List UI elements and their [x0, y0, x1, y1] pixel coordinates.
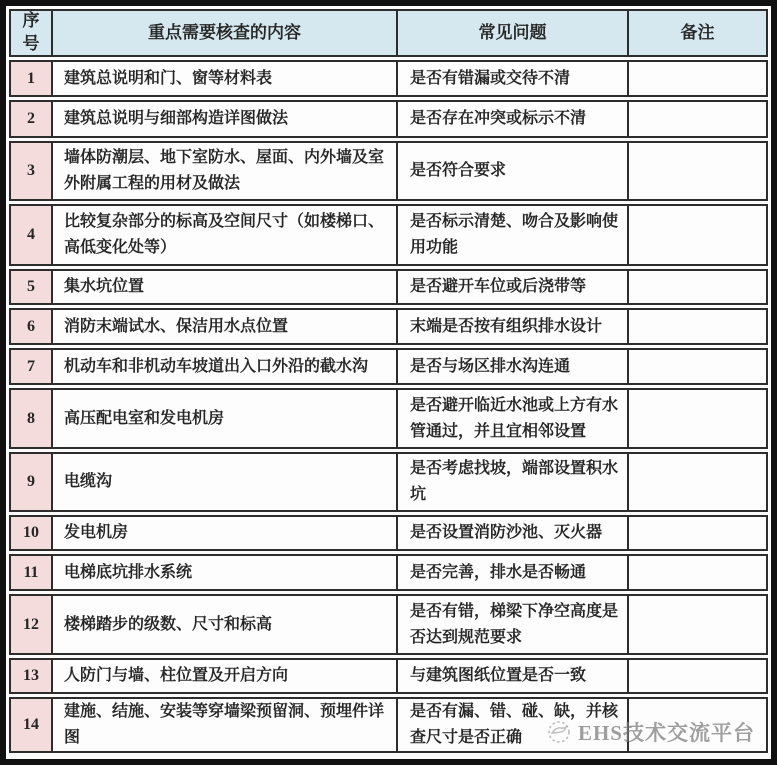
row-number-cell: 13 — [11, 660, 53, 692]
table-row — [9, 697, 768, 753]
problem-cell: 是否与场区排水沟连通 — [398, 350, 629, 383]
table-row — [9, 60, 768, 97]
content-cell: 集水坑位置 — [53, 271, 398, 303]
problem-cell: 是否考虑找坡，端部设置积水坑 — [398, 454, 629, 510]
table-row — [9, 554, 768, 591]
table-row — [9, 594, 768, 655]
table-row — [9, 388, 768, 449]
problem-cell: 是否有漏、错、碰、缺，并核查尺寸是否正确 — [398, 699, 629, 751]
content-cell: 墙体防潮层、地下室防水、屋面、内外墙及室外附属工程的用材及做法 — [53, 143, 398, 199]
table-row — [9, 348, 768, 385]
problem-cell: 与建筑图纸位置是否一致 — [398, 660, 629, 692]
content-cell: 发电机房 — [53, 517, 398, 549]
problem-cell: 是否有错，梯梁下净空高度是否达到规范要求 — [398, 596, 629, 653]
problem-cell: 是否标示清楚、吻合及影响使用功能 — [398, 206, 629, 264]
problem-cell: 是否符合要求 — [398, 143, 629, 199]
row-number-cell: 2 — [11, 102, 53, 136]
remark-cell — [629, 556, 766, 589]
row-number-cell: 14 — [11, 699, 53, 751]
header-content: 重点需要核查的内容 — [53, 11, 398, 55]
remark-cell — [629, 206, 766, 264]
content-cell: 建筑总说明与细部构造详图做法 — [53, 102, 398, 136]
row-number-cell: 6 — [11, 310, 53, 343]
content-cell: 消防末端试水、保洁用水点位置 — [53, 310, 398, 343]
row-number-cell: 3 — [11, 143, 53, 199]
header-problem: 常见问题 — [398, 11, 629, 55]
problem-cell: 是否存在冲突或标示不清 — [398, 102, 629, 136]
review-checklist-table — [9, 9, 768, 757]
problem-cell: 是否有错漏或交待不清 — [398, 62, 629, 95]
table-row — [9, 452, 768, 512]
remark-cell — [629, 350, 766, 383]
remark-cell — [629, 596, 766, 653]
row-number-cell: 12 — [11, 596, 53, 653]
remark-cell — [629, 271, 766, 303]
remark-cell — [629, 102, 766, 136]
content-cell: 楼梯踏步的级数、尺寸和标高 — [53, 596, 398, 653]
remark-cell — [629, 699, 766, 751]
remark-cell — [629, 310, 766, 343]
content-cell: 人防门与墙、柱位置及开启方向 — [53, 660, 398, 692]
row-number-cell: 5 — [11, 271, 53, 303]
table-row — [9, 100, 768, 138]
problem-cell: 末端是否按有组织排水设计 — [398, 310, 629, 343]
table-row — [9, 308, 768, 345]
table-row — [9, 141, 768, 201]
row-number-cell: 8 — [11, 390, 53, 447]
problem-cell: 是否完善，排水是否畅通 — [398, 556, 629, 589]
problem-cell: 是否避开临近水池或上方有水管通过，并且宜相邻设置 — [398, 390, 629, 447]
header-remark: 备注 — [629, 11, 766, 55]
content-cell: 比较复杂部分的标高及空间尺寸（如楼梯口、高低变化处等） — [53, 206, 398, 264]
content-cell: 电缆沟 — [53, 454, 398, 510]
row-number-cell: 9 — [11, 454, 53, 510]
problem-cell: 是否避开车位或后浇带等 — [398, 271, 629, 303]
table-header-row — [9, 9, 768, 57]
problem-cell: 是否设置消防沙池、灭火器 — [398, 517, 629, 549]
remark-cell — [629, 390, 766, 447]
remark-cell — [629, 517, 766, 549]
remark-cell — [629, 143, 766, 199]
row-number-cell: 4 — [11, 206, 53, 264]
row-number-cell: 1 — [11, 62, 53, 95]
content-cell: 建施、结施、安装等穿墙梁预留洞、预埋件详图 — [53, 699, 398, 751]
content-cell: 建筑总说明和门、窗等材料表 — [53, 62, 398, 95]
header-no: 序号 — [11, 11, 53, 55]
table-row — [9, 204, 768, 266]
watermark-text: EHS技术交流平台 — [577, 721, 755, 745]
table-row — [9, 658, 768, 694]
row-number-cell: 11 — [11, 556, 53, 589]
table-row — [9, 515, 768, 551]
remark-cell — [629, 62, 766, 95]
row-number-cell: 7 — [11, 350, 53, 383]
row-number-cell: 10 — [11, 517, 53, 549]
remark-cell — [629, 660, 766, 692]
content-cell: 机动车和非机动车坡道出入口外沿的截水沟 — [53, 350, 398, 383]
remark-cell — [629, 454, 766, 510]
table-row — [9, 269, 768, 305]
content-cell: 电梯底坑排水系统 — [53, 556, 398, 589]
content-cell: 高压配电室和发电机房 — [53, 390, 398, 447]
